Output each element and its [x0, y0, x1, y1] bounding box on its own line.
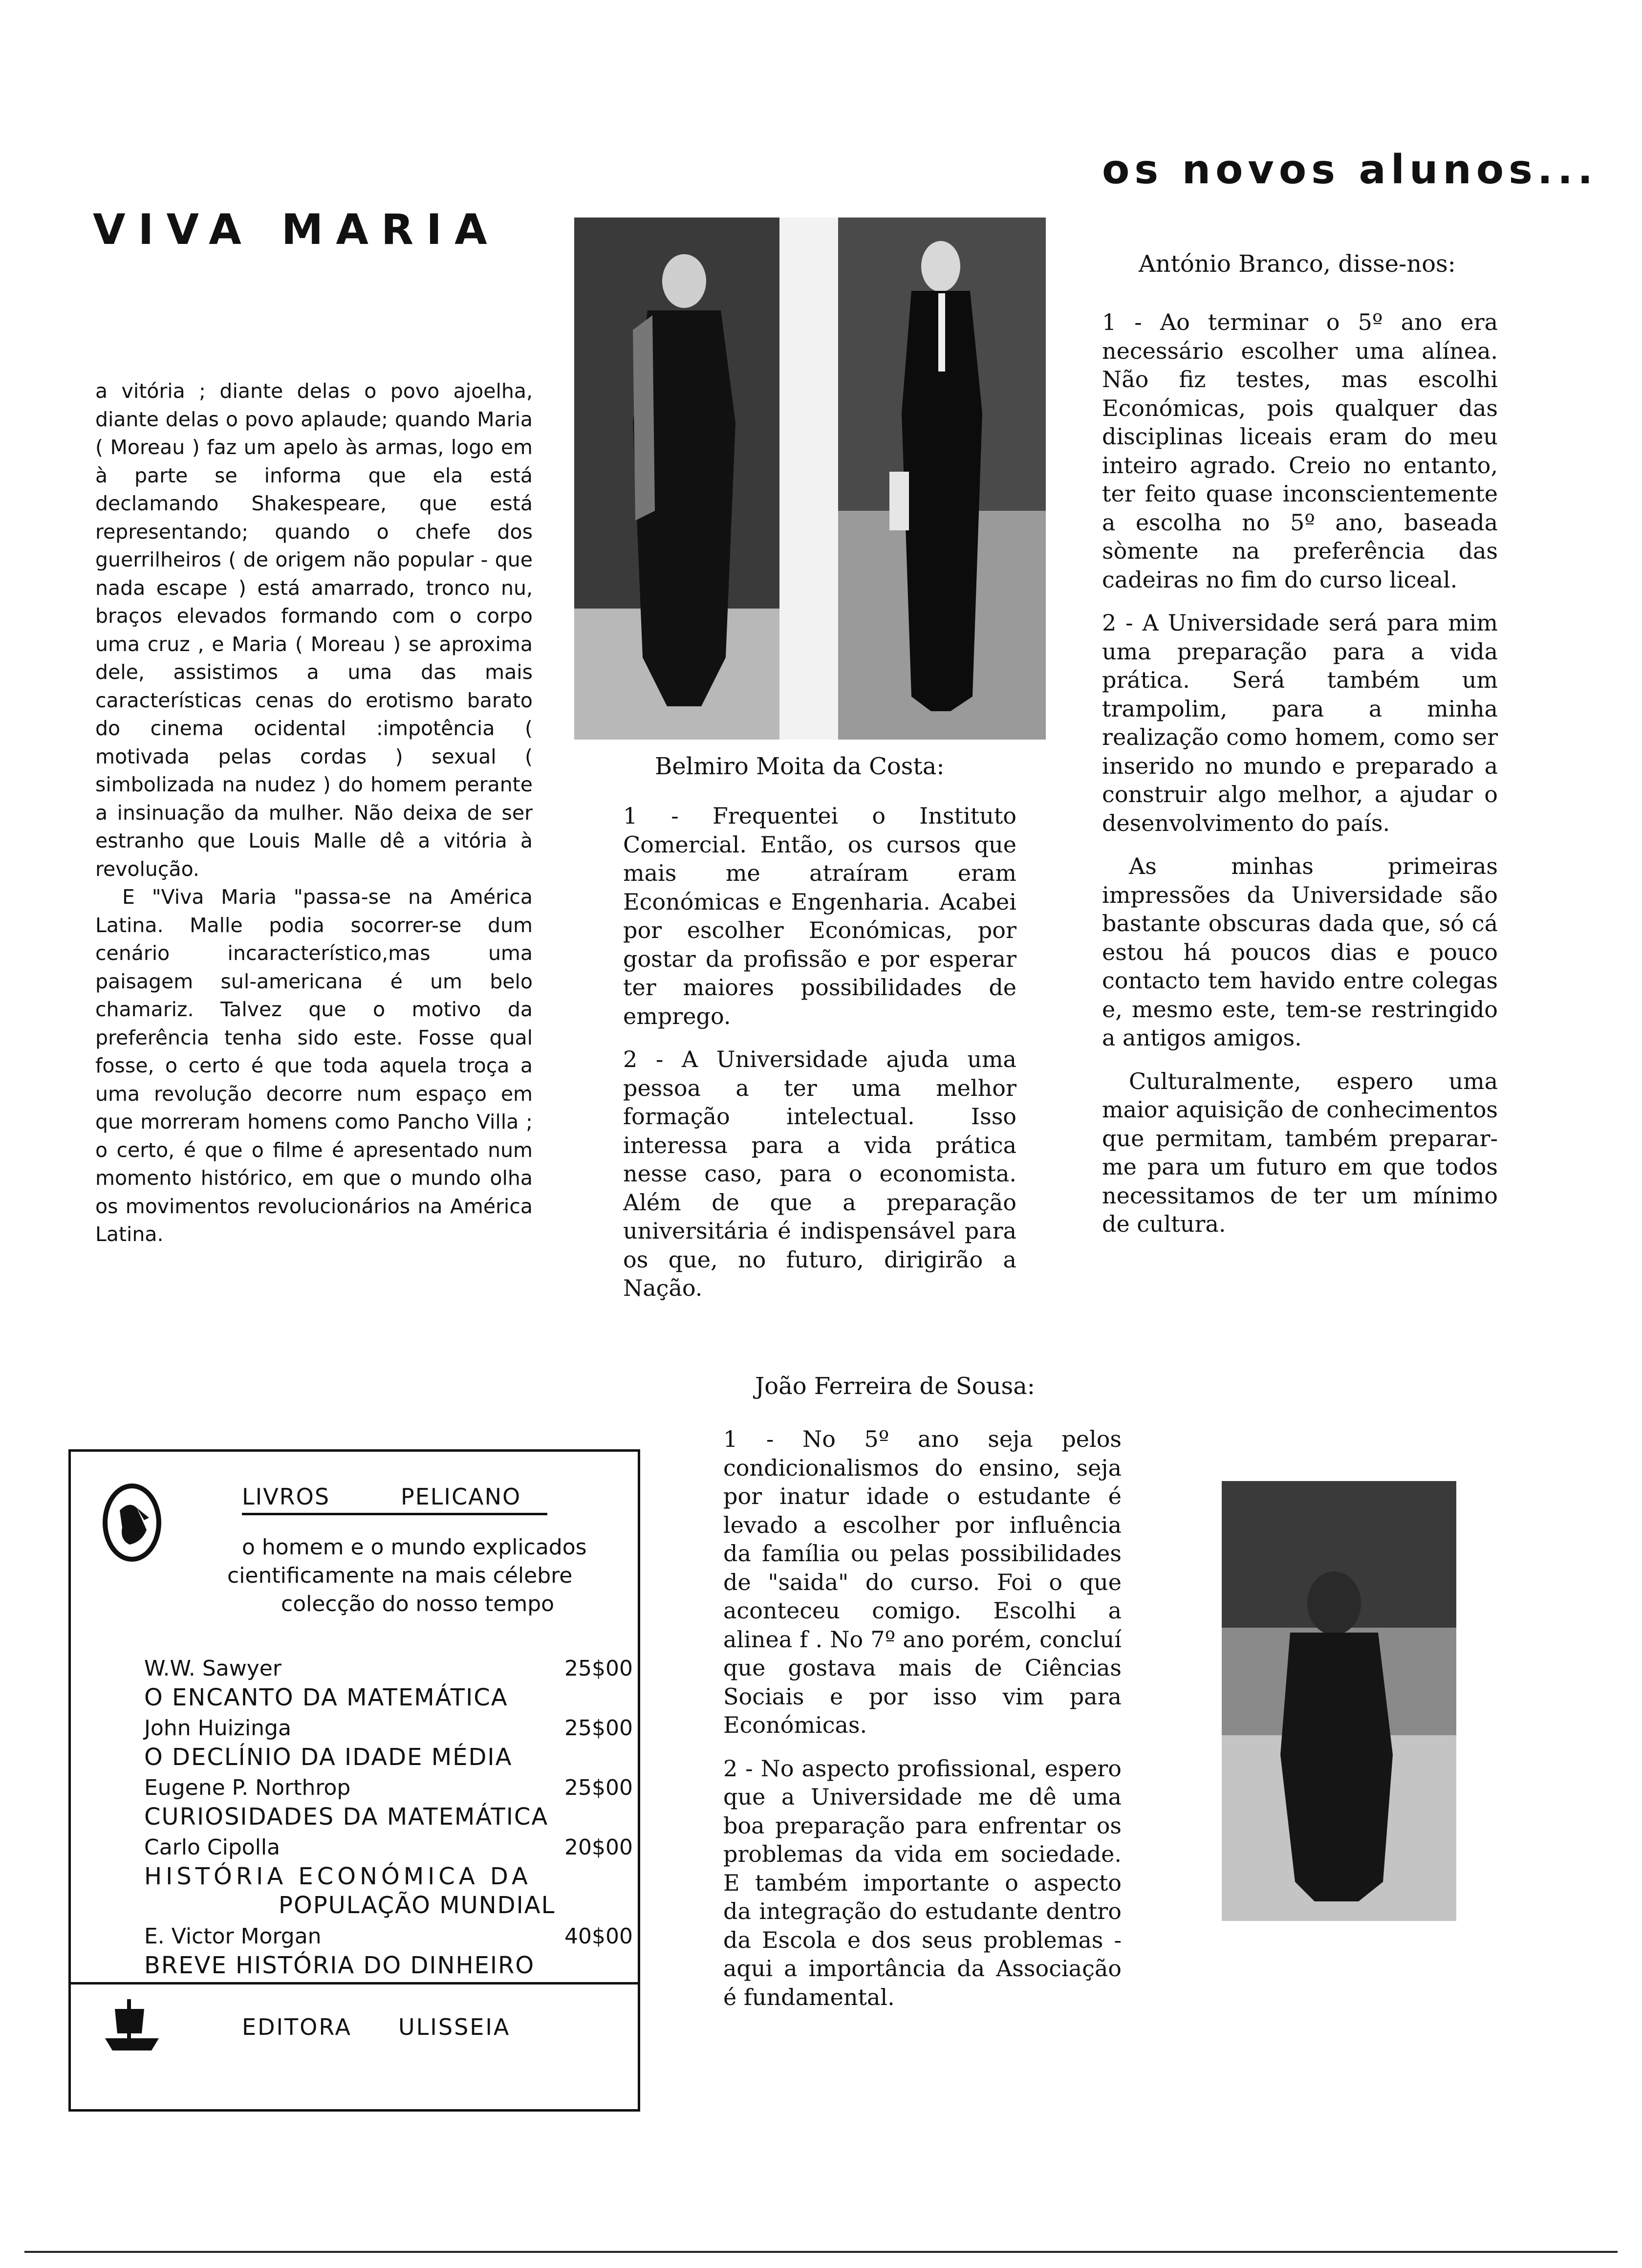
book-4-price: 20$00: [564, 1835, 633, 1860]
book-1-price: 25$00: [564, 1656, 633, 1681]
ad-tagline-2: cientificamente na mais célebre: [227, 1563, 573, 1588]
ad-publisher-ulisseia: ULISSEIA: [398, 2014, 511, 2040]
belmiro-body: [623, 802, 1016, 1317]
book-3-price: 25$00: [564, 1775, 633, 1800]
book-4-author-row: [144, 1835, 633, 1860]
photo-belmiro: [574, 218, 1046, 740]
antonio-impressions: As minhas primeiras impressões da Universidade são bastante obscuras dada que, só cá estou há poucos dias e pouco contacto tem havido entre colegas e, mesmo este, tem-se restringido a antigos amigos.: [1102, 853, 1498, 1051]
viva-maria-paragraph-1: a vitória ; diante delas o povo ajoelha, diante delas o povo aplaude; quando Maria ( Moreau ) faz um apelo às armas, logo em à parte se informa que ela está declamando Shakespeare, que está representando; quando o chefe dos guerrilheiros ( de origem não popular - que nada escape ) está amarrado, tronco nu, braços elevados formando com o corpo uma cruz , e Maria ( Moreau ) se aproxima dele, assistimos a uma das mais características cenas do erotismo barato do cinema ocidental :impotência ( motivada pelas cordas ) sexual ( simbolizada na nudez ) do homem perante a insinuação da mulher. Não deixa de ser estranho que Louis Malle dê a vitória à revolução.: [95, 379, 533, 881]
ad-tagline-3: colecção do nosso tempo: [281, 1592, 555, 1616]
book-5-author-row: [144, 1924, 633, 1949]
book-4-author: Carlo Cipolla: [144, 1835, 281, 1860]
book-2-title: O DECLÍNIO DA IDADE MÉDIA: [144, 1744, 513, 1771]
book-3-title: CURIOSIDADES DA MATEMÁTICA: [144, 1803, 549, 1831]
book-4-title-line-2: POPULAÇÃO MUNDIAL: [279, 1892, 556, 1919]
ad-tagline-1: o homem e o mundo explicados: [242, 1535, 587, 1560]
belmiro-name: Belmiro Moita da Costa:: [655, 753, 945, 780]
belmiro-answer-1: 1 - Frequentei o Instituto Comercial. Então, os cursos que mais me atraíram eram Económicas e Engenharia. Acabei por escolher Económicas, por gostar da profissão e por esperar ter maiores possibilidades de emprego.: [623, 803, 1016, 1029]
antonio-culture: Culturalmente, espero uma maior aquisição de conhecimentos que permitam, também preparar-me para um futuro em que todos necessitamos de ter um mínimo de cultura.: [1102, 1068, 1498, 1237]
book-3-author-row: [144, 1775, 633, 1800]
joao-answer-2: 2 - No aspecto profissional, espero que a Universidade me dê uma boa preparação para enfrentar os problemas da vida em sociedade. E também importante o aspecto da integração do estudante dentro da Escola e dos seus problemas - aqui a importância da Associação é fundamental.: [723, 1755, 1122, 2010]
book-5-price: 40$00: [564, 1924, 633, 1949]
antonio-answer-2: 2 - A Universidade será para mim uma preparação para a vida prática. Será também um trampolim, para a minha realização como homem, como ser inserido no mundo e preparado a construir algo melhor, a ajudar o desenvolvimento do país.: [1102, 610, 1498, 836]
ad-footer-divider: [71, 1982, 638, 1984]
ad-publisher-editora: EDITORA: [242, 2014, 352, 2040]
photo-joao: [1222, 1481, 1456, 1921]
article-title-viva-maria: VIVA MARIA: [93, 205, 500, 254]
pelican-logo-icon: [100, 1481, 164, 1564]
book-2-price: 25$00: [564, 1716, 633, 1741]
photo-joao-image: [1222, 1481, 1456, 1921]
viva-maria-body: [95, 377, 533, 1249]
book-1-author: W.W. Sawyer: [144, 1656, 281, 1681]
joao-answer-1: 1 - No 5º ano seja pelos condicionalismos do ensino, seja por inatur idade o estudante é levado a escolher por influência da família ou pelas possibilidades de "saida" do curso. Foi o que aconteceu comigo. Escolhi a alinea f . No 7º ano porém, concluí que gostava mais de Ciências Sociais e por isso vim para Económicas.: [723, 1426, 1122, 1738]
page-bottom-rule: [24, 2251, 1618, 2253]
book-1-title: O ENCANTO DA MATEMÁTICA: [144, 1684, 508, 1711]
book-5-title: BREVE HISTÓRIA DO DINHEIRO: [144, 1952, 535, 1979]
pelicano-ad-box: [68, 1449, 640, 2112]
ad-brand-underline: [242, 1513, 547, 1515]
article-title-novos-alunos: os novos alunos...: [1102, 147, 1598, 193]
antonio-answer-1: 1 - Ao terminar o 5º ano era necessário escolher uma alínea. Não fiz testes, mas escolhi Económicas, pois qualquer das disciplinas liceais eram do meu inteiro agrado. Creio no entanto, ter feito quase inconscientemente a escolha no 5º ano, baseada sòmente na preferência das cadeiras no fim do curso liceal.: [1102, 309, 1498, 593]
antonio-body: [1102, 308, 1498, 1253]
photo-belmiro-image: [574, 218, 1046, 740]
joao-name: João Ferreira de Sousa:: [755, 1373, 1035, 1400]
ship-logo-icon: [100, 1994, 164, 2058]
ad-brand-pelicano: PELICANO: [401, 1483, 521, 1510]
viva-maria-paragraph-2: E "Viva Maria "passa-se na América Latina. Malle podia socorrer-se dum cenário incaracterístico,mas uma paisagem sul-americana é um belo chamariz. Talvez que o motivo da preferência tenha sido este. Fosse qual fosse, o certo é que toda aquela troça a uma revolução decorre num espaço em que morreram homens como Pancho Villa ; o certo, é que o filme é apresentado num momento histórico, em que o mundo olha os movimentos revolucionários na América Latina.: [95, 885, 533, 1246]
book-2-author-row: [144, 1716, 633, 1741]
joao-body: [723, 1425, 1122, 2026]
book-2-author: John Huizinga: [144, 1716, 291, 1741]
book-3-author: Eugene P. Northrop: [144, 1775, 351, 1800]
antonio-name: António Branco, disse-nos:: [1139, 250, 1456, 278]
book-1-author-row: [144, 1656, 633, 1681]
belmiro-answer-2: 2 - A Universidade ajuda uma pessoa a ter uma melhor formação intelectual. Isso interessa para a vida prática nesse caso, para o economista. Além de que a preparação universitária é indispensável para os que, no futuro, dirigirão a Nação.: [623, 1046, 1016, 1301]
book-4-title: HISTÓRIA ECONÓMICA DA: [144, 1863, 532, 1890]
ad-brand-livros: LIVROS: [242, 1483, 330, 1510]
book-5-author: E. Victor Morgan: [144, 1924, 322, 1949]
